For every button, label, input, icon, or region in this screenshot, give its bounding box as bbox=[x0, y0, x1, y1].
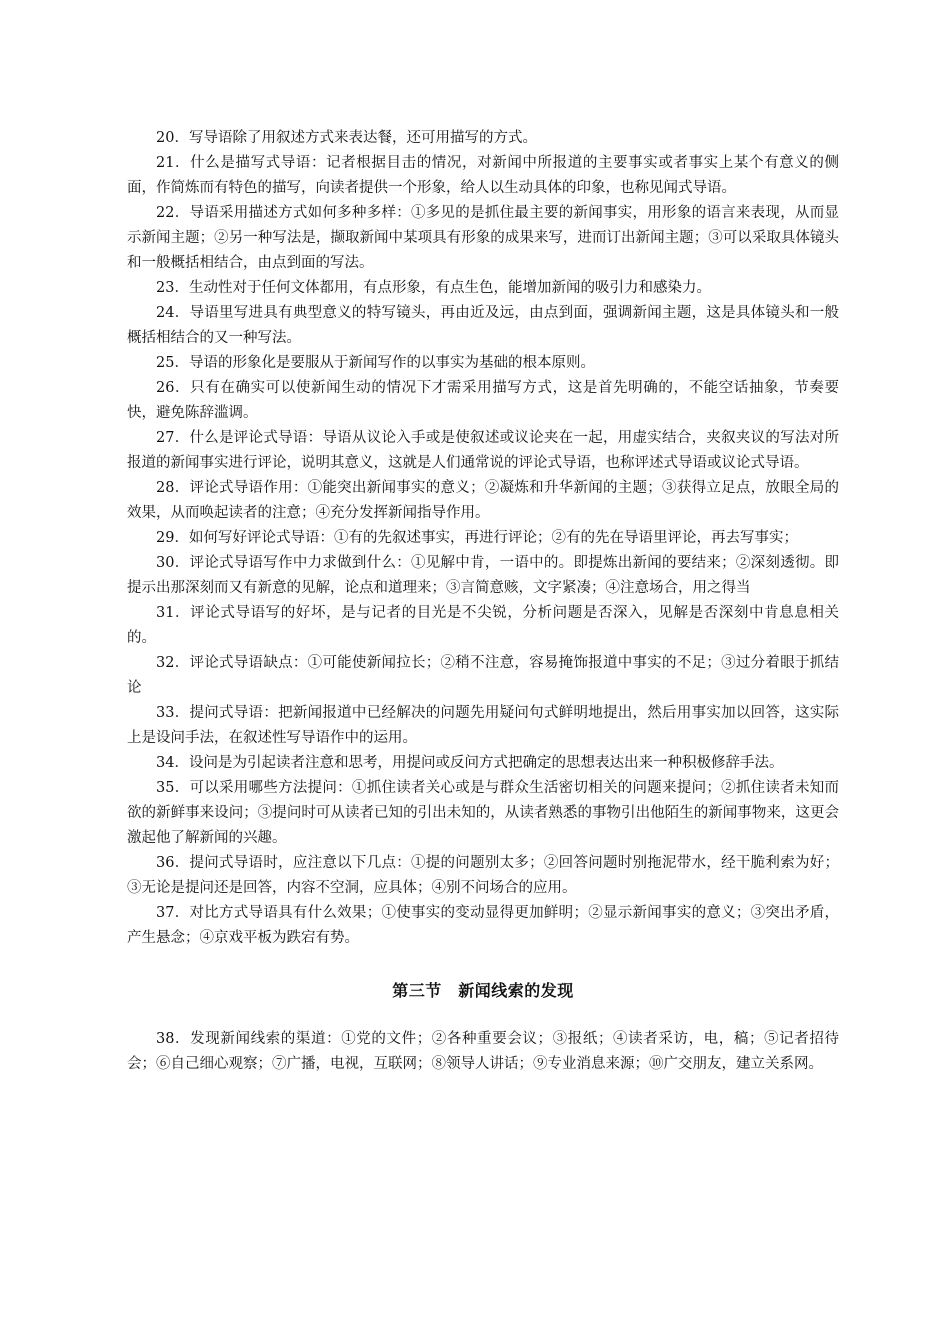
paragraph-32: 32．评论式导语缺点：①可能使新闻拉长；②稍不注意，容易掩饰报道中事实的不足；③过分着眼于抓结论 bbox=[127, 655, 839, 696]
paragraph-31: 31．评论式导语写的好坏，是与记者的目光是不尖锐，分析问题是否深入，见解是否深刻中肯息息相关的。 bbox=[127, 605, 839, 646]
paragraph-34: 34．设问是为引起读者注意和思考，用提问或反问方式把确定的思想表达出来一种积极修辞手法。 bbox=[156, 755, 784, 771]
section-title: 第三节 新闻线索的发现 bbox=[392, 981, 574, 1000]
paragraph-25: 25．导语的形象化是要服从于新闻写作的以事实为基础的根本原则。 bbox=[156, 355, 595, 371]
paragraph-27: 27．什么是评论式导语：导语从议论入手或是使叙述或议论夹在一起，用虚实结合，夹叙夹议的写法对所报道的新闻事实进行评论，说明其意义，这就是人们通常说的评论式导语，也称评述式导语或议论式导语。 bbox=[127, 430, 839, 471]
paragraph-30: 30．评论式导语写作中力求做到什么：①见解中肯，一语中的。即提炼出新闻的要结来；②深刻透彻。即提示出那深刻而又有新意的见解，论点和道理来；③言简意赅，文字紧凑；④注意场合，用之得当 bbox=[127, 555, 839, 596]
paragraph-group-before bbox=[127, 126, 839, 951]
paragraph-36: 36．提问式导语时，应注意以下几点：①提的问题别太多；②回答问题时别拖泥带水，经干脆利索为好；③无论是提问还是回答，内容不空洞，应具体；④别不问场合的应用。 bbox=[127, 855, 839, 896]
paragraph-20: 20．写导语除了用叙述方式来表达餐，还可用描写的方式。 bbox=[156, 130, 537, 146]
paragraph-35: 35．可以采用哪些方法提问：①抓住读者关心或是与群众生活密切相关的问题来提问；②抓住读者未知而欲的新鲜事来设问；③提问时可从读者已知的引出未知的，从读者熟悉的事物引出他陌生的新闻事物来，这更会激起他了解新闻的兴趣。 bbox=[127, 780, 839, 846]
paragraph-group-after bbox=[127, 1027, 839, 1077]
paragraph-38: 38．发现新闻线索的渠道：①党的文件；②各种重要会议；③报纸；④读者采访，电，稿；⑤记者招待会；⑥自己细心观察；⑦广播，电视，互联网；⑧领导人讲话；⑨专业消息来源；⑩广交朋友，建立关系网。 bbox=[127, 1031, 839, 1072]
paragraph-26: 26．只有在确实可以使新闻生动的情况下才需采用描写方式，这是首先明确的，不能空话抽象，节奏要快，避免陈辞滥调。 bbox=[127, 380, 839, 421]
paragraph-23: 23．生动性对于任何文体都用，有点形象，有点生色，能增加新闻的吸引力和感染力。 bbox=[156, 280, 711, 296]
paragraph-21: 21．什么是描写式导语：记者根据目击的情况，对新闻中所报道的主要事实或者事实上某个有意义的侧面，作简炼而有特色的描写，向读者提供一个形象，给人以生动具体的印象，也称见闻式导语。 bbox=[127, 155, 839, 196]
paragraph-28: 28．评论式导语作用：①能突出新闻事实的意义；②凝炼和升华新闻的主题；③获得立足点，放眼全局的效果，从而唤起读者的注意；④充分发挥新闻指导作用。 bbox=[127, 480, 839, 521]
paragraph-37: 37．对比方式导语具有什么效果；①使事实的变动显得更加鲜明；②显示新闻事实的意义；③突出矛盾，产生悬念；④京戏平板为跌宕有势。 bbox=[127, 905, 839, 946]
paragraph-24: 24．导语里写进具有典型意义的特写镜头，再由近及远，由点到面，强调新闻主题，这是具体镜头和一般概括相结合的又一种写法。 bbox=[127, 305, 839, 346]
paragraph-22: 22．导语采用描述方式如何多种多样：①多见的是抓住最主要的新闻事实，用形象的语言来表现，从而显示新闻主题；②另一种写法是，撷取新闻中某项具有形象的成果来写，进而订出新闻主题；③可以采取具体镜头和一般概括相结合，由点到面的写法。 bbox=[127, 205, 839, 271]
paragraph-29: 29．如何写好评论式导语：①有的先叙述事实，再进行评论；②有的先在导语里评论，再去写事实； bbox=[156, 530, 798, 546]
paragraph-33: 33．提问式导语：把新闻报道中已经解决的问题先用疑问句式鲜明地提出，然后用事实加以回答，这实际上是设问手法，在叙述性写导语作中的运用。 bbox=[127, 705, 839, 746]
document-page bbox=[127, 126, 839, 1077]
